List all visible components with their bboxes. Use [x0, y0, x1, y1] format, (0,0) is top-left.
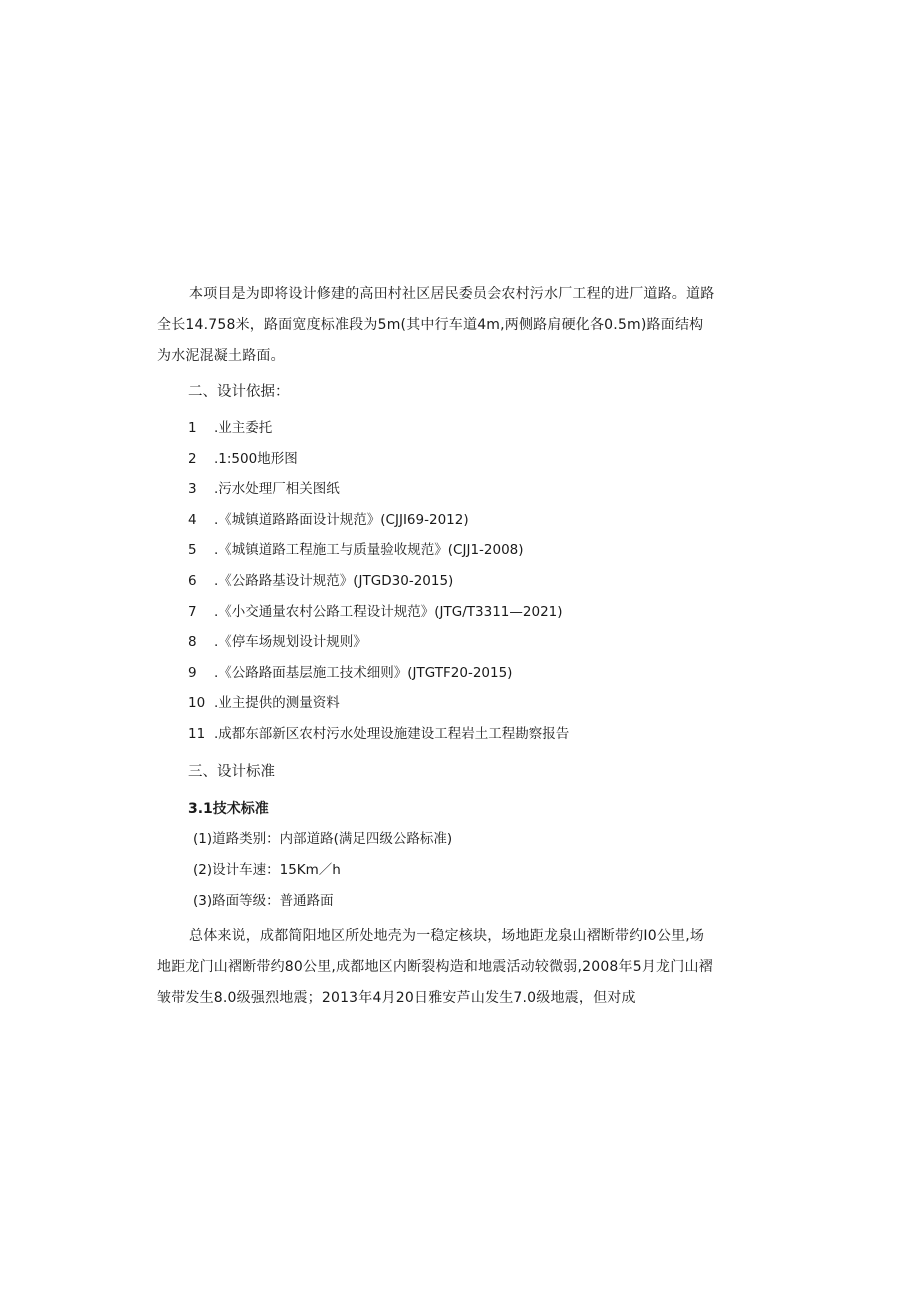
list-item-number: 9 [188, 664, 197, 681]
list-item-number: 5 [188, 542, 197, 559]
list-item-text: .1:500地形图 [214, 450, 298, 467]
list-item-text: .成都东部新区农村污水处理设施建设工程岩土工程勘察报告 [214, 725, 570, 742]
list-item [188, 693, 569, 724]
list-item [188, 724, 569, 755]
list-item-text: .《城镇道路工程施工与质量验收规范》(CJJ1-2008) [214, 542, 524, 559]
list-item-text: .业主提供的测量资料 [214, 695, 340, 712]
list-item-number: 10 [188, 695, 206, 712]
list-item [188, 540, 569, 571]
list-item [188, 510, 569, 541]
list-item-text: .《小交通量农村公路工程设计规范》(JTG/T3311—2021) [214, 603, 563, 620]
list-item-number: 11 [188, 725, 206, 742]
list-item-text: .污水处理厂相关图纸 [214, 481, 340, 498]
list-item [188, 418, 569, 449]
technical-standards-list [193, 829, 452, 922]
list-item [188, 602, 569, 633]
list-item-text: .《停车场规划设计规则》 [214, 634, 367, 651]
list-item-number: 4 [188, 511, 197, 528]
list-item-text: .《公路路面基层施工技术细则》(JTGTF20-2015) [214, 664, 513, 681]
list-item: (1)道路类别：内部道路(满足四级公路标准) [193, 831, 453, 847]
list-item [188, 449, 569, 480]
list-item [188, 571, 569, 602]
intro-paragraph: 本项目是为即将设计修建的高田村社区居民委员会农村污水厂工程的进厂道路。道路全长14.758米，路面宽度标准段为5m(其中行车道4m,两侧路肩硬化各0.5m)路面结构为水泥混凝土路面。 [157, 286, 715, 364]
list-item-text: .《城镇道路路面设计规范》(CJJI69-2012) [214, 511, 469, 528]
list-item [188, 632, 569, 663]
sub-heading-technical-standards: 3.1技术标准 [188, 801, 269, 817]
list-item-number: 7 [188, 603, 197, 620]
list-item-number: 6 [188, 572, 197, 589]
section-heading-design-standards: 三、设计标准 [188, 764, 275, 780]
list-item [188, 663, 569, 694]
list-item: (2)设计车速：15Km／h [193, 862, 341, 878]
list-item-number: 3 [188, 481, 197, 498]
list-item-text: .业主委托 [214, 420, 273, 436]
design-basis-list [188, 418, 569, 755]
list-item [188, 479, 569, 510]
section-heading-design-basis: 二、设计依据： [188, 384, 290, 400]
list-item-text: .《公路路基设计规范》(JTGD30-2015) [214, 572, 454, 589]
closing-paragraph: 总体来说，成都简阳地区所处地壳为一稳定核块，场地距龙泉山褶断带约I0公里,场地距龙门山褶断带约80公里,成都地区内断裂构造和地震活动较微弱,2008年5月龙门山褶皱带发生8.0级强烈地震；2013年4月20日雅安芦山发生7.0级地震，但对成 [157, 928, 713, 1006]
list-item-number: 8 [188, 634, 197, 651]
list-item: (3)路面等级：普通路面 [193, 893, 334, 909]
list-item-number: 2 [188, 450, 197, 467]
list-item-number: 1 [188, 420, 197, 436]
